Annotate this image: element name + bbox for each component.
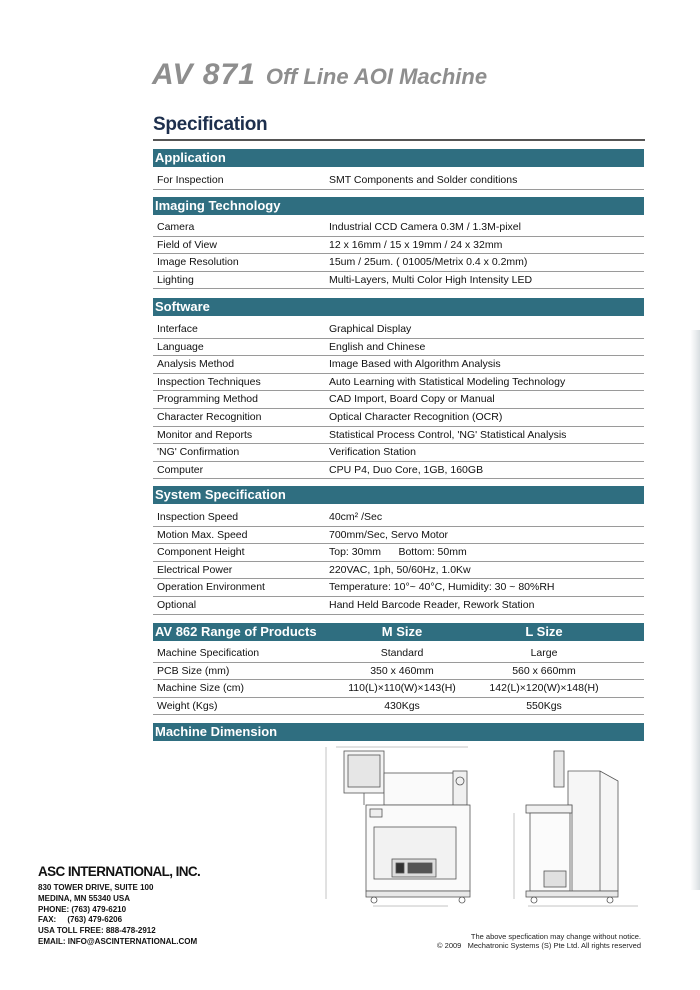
spec-value: 15um / 25um. ( 01005/Metrix 0.4 x 0.2mm) xyxy=(329,256,528,269)
spec-value: Verification Station xyxy=(329,446,416,459)
spec-value: Image Based with Algorithm Analysis xyxy=(329,358,501,371)
spec-label: Image Resolution xyxy=(157,256,239,269)
spec-row xyxy=(153,409,644,427)
spec-value: SMT Components and Solder conditions xyxy=(329,174,518,186)
section-header-system: System Specification xyxy=(153,486,644,504)
l-size-value: 142(L)×120(W)×148(H) xyxy=(489,682,599,695)
spec-row xyxy=(153,254,644,272)
spec-value: Industrial CCD Camera 0.3M / 1.3M-pixel xyxy=(329,221,521,233)
company-name: ASC INTERNATIONAL, INC. xyxy=(38,864,201,879)
spec-value: Optical Character Recognition (OCR) xyxy=(329,411,503,423)
fax-line: FAX: (763) 479-6206 xyxy=(38,915,123,925)
section-header-dimension: Machine Dimension xyxy=(153,723,644,741)
change-notice: The above specfication may change without notice. xyxy=(470,932,641,941)
spec-label: Motion Max. Speed xyxy=(157,528,248,541)
spec-row xyxy=(153,339,644,357)
table-row xyxy=(153,680,644,698)
spec-label: Electrical Power xyxy=(157,563,233,576)
spec-value: Statistical Process Control, 'NG' Statistical Analysis xyxy=(329,428,567,441)
spec-value: CPU P4, Duo Core, 1GB, 160GB xyxy=(329,463,484,476)
section-header-imaging: Imaging Technology xyxy=(153,197,644,215)
spec-label: Field of View xyxy=(157,238,217,251)
spec-row xyxy=(153,527,644,545)
row-label: Machine Size (cm) xyxy=(157,682,244,695)
section-header-software: Software xyxy=(153,298,644,316)
l-size-value: 550Kgs xyxy=(526,699,562,712)
row-label: Weight (Kgs) xyxy=(157,699,218,712)
col-m-size: M Size xyxy=(381,624,423,639)
spec-label: Programming Method xyxy=(157,393,258,406)
table-row xyxy=(153,698,644,716)
l-size-value: Large xyxy=(530,647,558,659)
spec-label: Analysis Method xyxy=(157,358,235,371)
spec-value: 220VAC, 1ph, 50/60Hz, 1.0Kw xyxy=(329,563,471,576)
spec-row xyxy=(153,462,644,480)
email-line: EMAIL: INFO@ASCINTERNATIONAL.COM xyxy=(38,936,198,946)
spec-label: Computer xyxy=(157,463,204,476)
spec-row xyxy=(153,579,644,597)
spec-label: Interface xyxy=(157,323,198,335)
spec-row xyxy=(153,427,644,445)
m-size-value: 430Kgs xyxy=(384,699,420,712)
spec-value: Auto Learning with Statistical Modeling Technology xyxy=(329,375,566,388)
spec-label: Language xyxy=(157,340,204,353)
spec-row xyxy=(153,544,644,562)
spec-label: Component Height xyxy=(157,546,245,559)
spec-value: 12 x 16mm / 15 x 19mm / 24 x 32mm xyxy=(329,238,503,251)
spec-label: Inspection Techniques xyxy=(157,375,261,388)
row-label: PCB Size (mm) xyxy=(157,664,230,677)
spec-label: Camera xyxy=(157,221,195,233)
spec-value: Temperature: 10°~ 40°C, Humidity: 30 ~ 80%RH xyxy=(329,581,555,594)
row-label: Machine Specification xyxy=(157,647,260,659)
spec-row xyxy=(153,356,644,374)
spec-value: English and Chinese xyxy=(329,340,426,353)
toll-free-line: USA TOLL FREE: 888-478-2912 xyxy=(38,926,156,936)
company-address xyxy=(38,883,197,948)
section-header-application: Application xyxy=(153,149,644,167)
spec-value: Top: 30mm Bottom: 50mm xyxy=(329,546,467,559)
spec-row xyxy=(153,321,644,339)
spec-value: 700mm/Sec, Servo Motor xyxy=(329,528,449,541)
spec-row xyxy=(153,444,644,462)
spec-label: For Inspection xyxy=(157,174,224,186)
spec-row xyxy=(153,562,644,580)
machine-dimension-drawing xyxy=(318,743,648,911)
document-title xyxy=(152,58,487,92)
address-line: MEDINA, MN 55340 USA xyxy=(38,893,131,903)
l-size-value: 560 x 660mm xyxy=(512,664,576,677)
page-edge-shadow xyxy=(690,330,700,890)
col-l-size: L Size xyxy=(525,624,563,639)
spec-row xyxy=(153,597,644,615)
spec-row xyxy=(153,391,644,409)
spec-label: Inspection Speed xyxy=(157,511,239,523)
m-size-value: Standard xyxy=(380,647,424,659)
spec-label: Optional xyxy=(157,599,197,611)
spec-row xyxy=(153,272,644,290)
spec-label: Lighting xyxy=(157,273,194,286)
heading-rule xyxy=(153,139,645,141)
spec-value: CAD Import, Board Copy or Manual xyxy=(329,393,495,406)
table-row xyxy=(153,663,644,681)
spec-row xyxy=(153,374,644,392)
spec-label: Character Recognition xyxy=(157,411,262,423)
phone-line: PHONE: (763) 479-6210 xyxy=(38,904,127,914)
spec-row xyxy=(153,172,644,190)
copyright: © 2009 Mechatronic Systems (S) Pte Ltd. All rights reserved xyxy=(437,941,641,950)
model-subtitle: Off Line AOI Machine xyxy=(265,64,488,89)
spec-label: 'NG' Confirmation xyxy=(157,446,240,459)
spec-value: Multi-Layers, Multi Color High Intensity LED xyxy=(329,273,533,286)
specification-heading: Specification xyxy=(153,114,268,135)
spec-label: Operation Environment xyxy=(157,581,265,594)
m-size-value: 110(L)×110(W)×143(H) xyxy=(348,682,456,695)
spec-value: Hand Held Barcode Reader, Rework Station xyxy=(329,599,535,611)
m-size-value: 350 x 460mm xyxy=(370,664,434,677)
model-name: AV 871 xyxy=(152,58,256,91)
spec-row xyxy=(153,509,644,527)
address-line: 830 TOWER DRIVE, SUITE 100 xyxy=(38,883,154,892)
spec-value: Graphical Display xyxy=(329,323,412,335)
spec-value: 40cm² /Sec xyxy=(329,511,383,523)
spec-row xyxy=(153,219,644,237)
spec-label: Monitor and Reports xyxy=(157,428,253,441)
range-title: AV 862 Range of Products xyxy=(155,624,317,639)
table-row xyxy=(153,645,644,663)
spec-row xyxy=(153,237,644,255)
section-header-range xyxy=(153,623,644,641)
